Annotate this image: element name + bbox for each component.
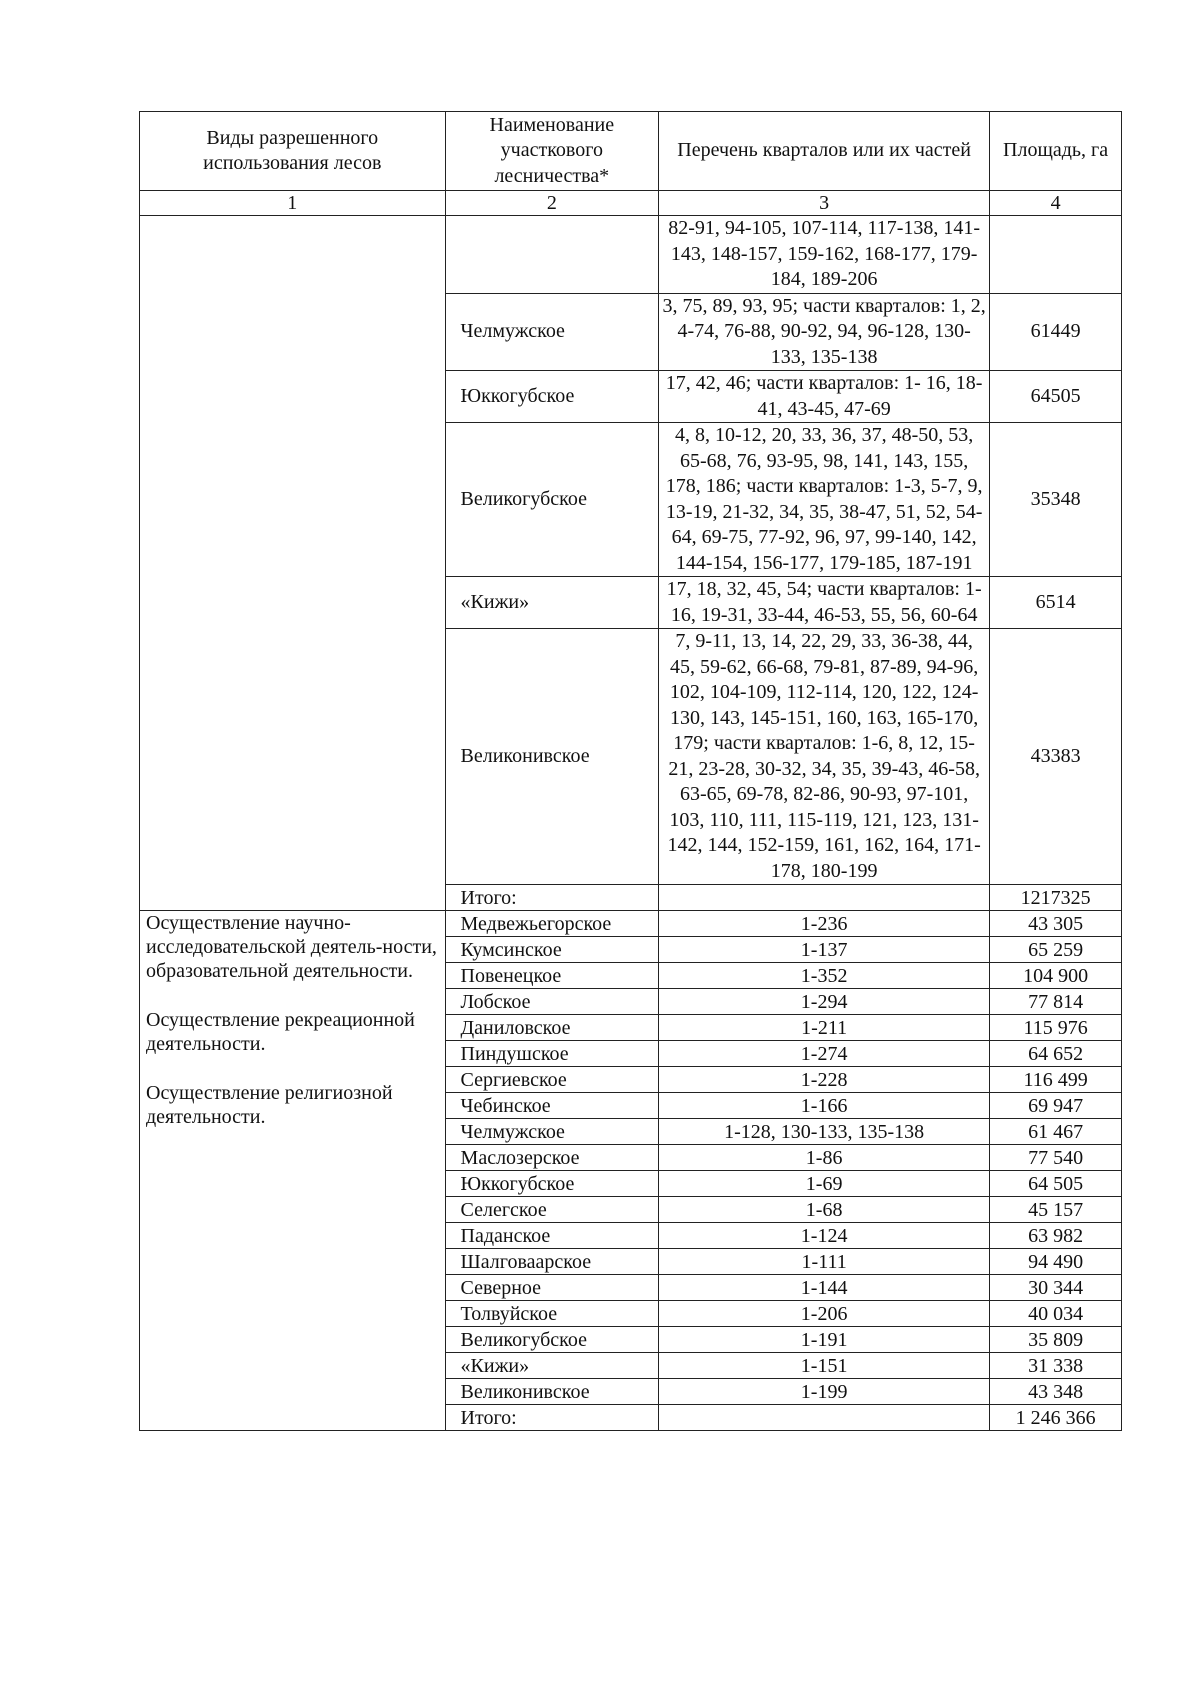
area-value: 40 034 xyxy=(990,1301,1122,1327)
usage-type-religious: Осуществление религиозной деятельности. xyxy=(146,1082,393,1128)
quarters-list: 1-294 xyxy=(659,989,990,1015)
usage-types-cell xyxy=(140,911,446,1431)
area-value: 116 499 xyxy=(990,1067,1122,1093)
quarters-list: 1-111 xyxy=(659,1249,990,1275)
column-number: 3 xyxy=(659,191,990,216)
column-number: 2 xyxy=(445,191,659,216)
quarters-list-empty xyxy=(659,1405,990,1431)
quarters-list: 1-166 xyxy=(659,1093,990,1119)
area-value: 64 505 xyxy=(990,1171,1122,1197)
quarters-list: 1-68 xyxy=(659,1197,990,1223)
area-value: 104 900 xyxy=(990,963,1122,989)
quarters-list: 1-352 xyxy=(659,963,990,989)
forestry-name: «Кижи» xyxy=(445,1353,659,1379)
column-number: 1 xyxy=(140,191,446,216)
quarters-list: 7, 9-11, 13, 14, 22, 29, 33, 36-38, 44, 45, 59-62, 66-68, 79-81, 87-89, 94-96, 102, 104-109, 112-114, 120, 122, 124-130, 143, 145-151, 160, 163, 165-170, 179; части кварталов: 1-6, 8, 12, 15-21, 23-28, 30-32, 34, 35, 39-43, 46-58, 63-65, 69-78, 82-86, 90-93, 97-101, 103, 110, 111, 115-119, 121, 123, 131-142, 144, 152-159, 161, 162, 164, 171-178, 180-199 xyxy=(659,629,990,885)
forestry-name: Челмужское xyxy=(445,293,659,371)
usage-type-research: Осуществление научно-исследовательской деятель-ности, образовательной деятельности. xyxy=(146,912,437,982)
area-value: 65 259 xyxy=(990,937,1122,963)
area-value: 35348 xyxy=(990,423,1122,577)
area-value: 35 809 xyxy=(990,1327,1122,1353)
quarters-list: 1-228 xyxy=(659,1067,990,1093)
quarters-list: 1-124 xyxy=(659,1223,990,1249)
header-forestry-name: Наименование участкового лесничества* xyxy=(445,112,659,191)
quarters-list: 82-91, 94-105, 107-114, 117-138, 141-143, 148-157, 159-162, 168-177, 179-184, 189-206 xyxy=(659,216,990,294)
quarters-list: 17, 42, 46; части кварталов: 1- 16, 18-41, 43-45, 47-69 xyxy=(659,371,990,423)
forest-use-table xyxy=(139,111,1122,1431)
forestry-name: Великонивское xyxy=(445,1379,659,1405)
area-value: 43 348 xyxy=(990,1379,1122,1405)
area-value: 43383 xyxy=(990,629,1122,885)
quarters-list: 1-191 xyxy=(659,1327,990,1353)
header-quarters-list: Перечень кварталов или их частей xyxy=(659,112,990,191)
area-value: 31 338 xyxy=(990,1353,1122,1379)
forestry-name: Юккогубское xyxy=(445,1171,659,1197)
forestry-name: Маслозерское xyxy=(445,1145,659,1171)
usage-type-recreation: Осуществление рекреационной деятельности. xyxy=(146,1009,415,1055)
area-value: 43 305 xyxy=(990,911,1122,937)
forestry-name: Лобское xyxy=(445,989,659,1015)
area-value: 115 976 xyxy=(990,1015,1122,1041)
forestry-name: Великогубское xyxy=(445,1327,659,1353)
quarters-list: 1-236 xyxy=(659,911,990,937)
quarters-list: 1-151 xyxy=(659,1353,990,1379)
forestry-name xyxy=(445,216,659,294)
forestry-name: Селегское xyxy=(445,1197,659,1223)
forestry-name: Сергиевское xyxy=(445,1067,659,1093)
area-value: 64505 xyxy=(990,371,1122,423)
quarters-list: 1-86 xyxy=(659,1145,990,1171)
table-row xyxy=(140,216,1122,294)
forestry-name: Медвежьегорское xyxy=(445,911,659,937)
total-area: 1 246 366 xyxy=(990,1405,1122,1431)
quarters-list: 1-199 xyxy=(659,1379,990,1405)
table-header xyxy=(140,112,1122,216)
total-label: Итого: xyxy=(445,1405,659,1431)
forestry-name: Северное xyxy=(445,1275,659,1301)
area-value: 77 540 xyxy=(990,1145,1122,1171)
area-value: 6514 xyxy=(990,577,1122,629)
area-value: 77 814 xyxy=(990,989,1122,1015)
quarters-list: 17, 18, 32, 45, 54; части кварталов: 1-16, 19-31, 33-44, 46-53, 55, 56, 60-64 xyxy=(659,577,990,629)
area-value: 94 490 xyxy=(990,1249,1122,1275)
quarters-list: 3, 75, 89, 93, 95; части кварталов: 1, 2, 4-74, 76-88, 90-92, 94, 96-128, 130-133, 135-138 xyxy=(659,293,990,371)
quarters-list: 1-274 xyxy=(659,1041,990,1067)
area-value: 64 652 xyxy=(990,1041,1122,1067)
forestry-name: Пиндушское xyxy=(445,1041,659,1067)
area-value: 69 947 xyxy=(990,1093,1122,1119)
area-value: 61449 xyxy=(990,293,1122,371)
quarters-list: 1-144 xyxy=(659,1275,990,1301)
forestry-name: Кумсинское xyxy=(445,937,659,963)
area-value: 45 157 xyxy=(990,1197,1122,1223)
total-area: 1217325 xyxy=(990,885,1122,911)
column-number: 4 xyxy=(990,191,1122,216)
header-usage-type: Виды разрешенного использования лесов xyxy=(140,112,446,191)
forestry-name: Чебинское xyxy=(445,1093,659,1119)
forestry-name: «Кижи» xyxy=(445,577,659,629)
area-value: 61 467 xyxy=(990,1119,1122,1145)
area-value: 30 344 xyxy=(990,1275,1122,1301)
header-area: Площадь, га xyxy=(990,112,1122,191)
forestry-name: Повенецкое xyxy=(445,963,659,989)
table-body xyxy=(140,216,1122,1431)
quarters-list-empty xyxy=(659,885,990,911)
quarters-list: 4, 8, 10-12, 20, 33, 36, 37, 48-50, 53, 65-68, 76, 93-95, 98, 141, 143, 155, 178, 186; части кварталов: 1-3, 5-7, 9, 13-19, 21-32, 34, 35, 38-47, 51, 52, 54-64, 69-75, 77-92, 96, 97, 99-140, 142, 144-154, 156-177, 179-185, 187-191 xyxy=(659,423,990,577)
quarters-list: 1-128, 130-133, 135-138 xyxy=(659,1119,990,1145)
forestry-name: Юккогубское xyxy=(445,371,659,423)
forestry-name: Шалговаарское xyxy=(445,1249,659,1275)
forestry-name: Паданское xyxy=(445,1223,659,1249)
forestry-name: Великогубское xyxy=(445,423,659,577)
total-label: Итого: xyxy=(445,885,659,911)
forestry-name: Толвуйское xyxy=(445,1301,659,1327)
quarters-list: 1-69 xyxy=(659,1171,990,1197)
area-value: 63 982 xyxy=(990,1223,1122,1249)
forestry-name: Даниловское xyxy=(445,1015,659,1041)
forestry-name: Челмужское xyxy=(445,1119,659,1145)
area-value xyxy=(990,216,1122,294)
table-row xyxy=(140,911,1122,937)
forestry-name: Великонивское xyxy=(445,629,659,885)
quarters-list: 1-206 xyxy=(659,1301,990,1327)
quarters-list: 1-137 xyxy=(659,937,990,963)
quarters-list: 1-211 xyxy=(659,1015,990,1041)
usage-cell-empty xyxy=(140,216,446,911)
